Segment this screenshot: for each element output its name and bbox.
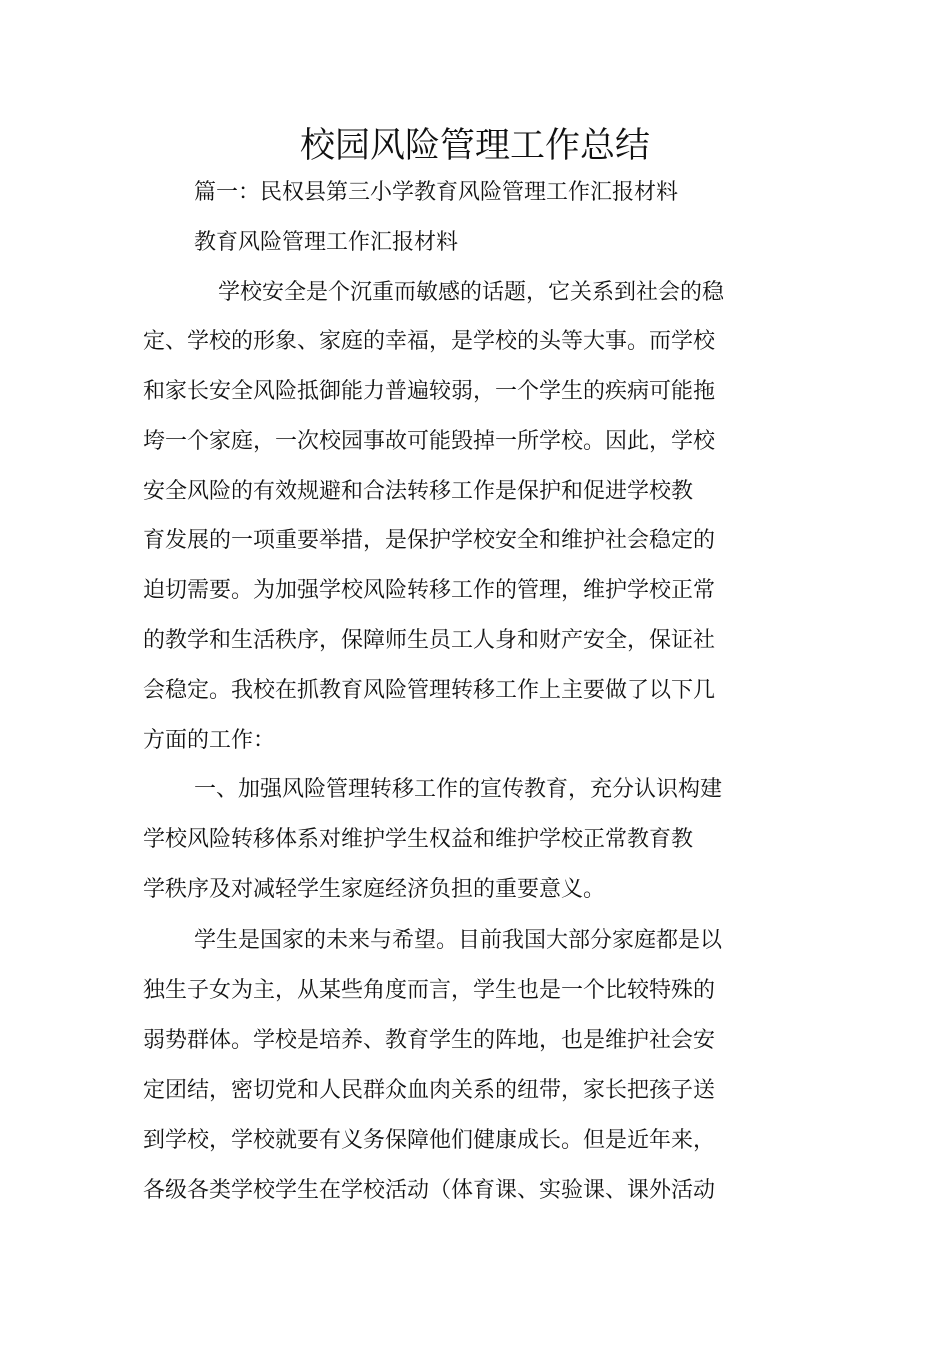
paragraph-line: 各级各类学校学生在学校活动（体育课、实验课、课外活动: [143, 1178, 716, 1203]
paragraph-line: 迫切需要。为加强学校风险转移工作的管理，维护学校正常: [143, 578, 716, 603]
paragraph-line: 和家长安全风险抵御能力普遍较弱，一个学生的疾病可能拖: [143, 379, 716, 404]
subtitle: 篇一：民权县第三小学教育风险管理工作汇报材料: [194, 180, 679, 205]
paragraph-line: 安全风险的有效规避和合法转移工作是保护和促进学校教: [143, 479, 694, 504]
section-line: 学校风险转移体系对维护学生权益和维护学校正常教育教: [143, 827, 694, 852]
paragraph-line: 独生子女为主，从某些角度而言，学生也是一个比较特殊的: [143, 978, 716, 1003]
paragraph-line: 定团结，密切党和人民群众血肉关系的纽带，家长把孩子送: [143, 1078, 716, 1103]
paragraph-line: 育发展的一项重要举措，是保护学校安全和维护社会稳定的: [143, 528, 716, 553]
section-line: 学秩序及对减轻学生家庭经济负担的重要意义。: [143, 877, 606, 902]
paragraph-line: 方面的工作：: [143, 728, 276, 753]
paragraph-line: 弱势群体。学校是培养、教育学生的阵地，也是维护社会安: [143, 1028, 716, 1053]
paragraph-line: 定、学校的形象、家庭的幸福，是学校的头等大事。而学校: [143, 329, 716, 354]
paragraph-line: 学生是国家的未来与希望。目前我国大部分家庭都是以: [194, 928, 723, 953]
section-line: 一、加强风险管理转移工作的宣传教育，充分认识构建: [194, 777, 723, 802]
paragraph-line: 的教学和生活秩序，保障师生员工人身和财产安全，保证社: [143, 628, 716, 653]
paragraph-line: 会稳定。我校在抓教育风险管理转移工作上主要做了以下几: [143, 678, 716, 703]
paragraph-line: 到学校，学校就要有义务保障他们健康成长。但是近年来，: [143, 1128, 716, 1153]
paragraph-line: 学校安全是个沉重而敏感的话题，它关系到社会的稳: [218, 280, 725, 305]
section-heading: 教育风险管理工作汇报材料: [194, 230, 459, 255]
document-title: 校园风险管理工作总结: [299, 126, 650, 166]
paragraph-line: 垮一个家庭，一次校园事故可能毁掉一所学校。因此，学校: [143, 429, 716, 454]
